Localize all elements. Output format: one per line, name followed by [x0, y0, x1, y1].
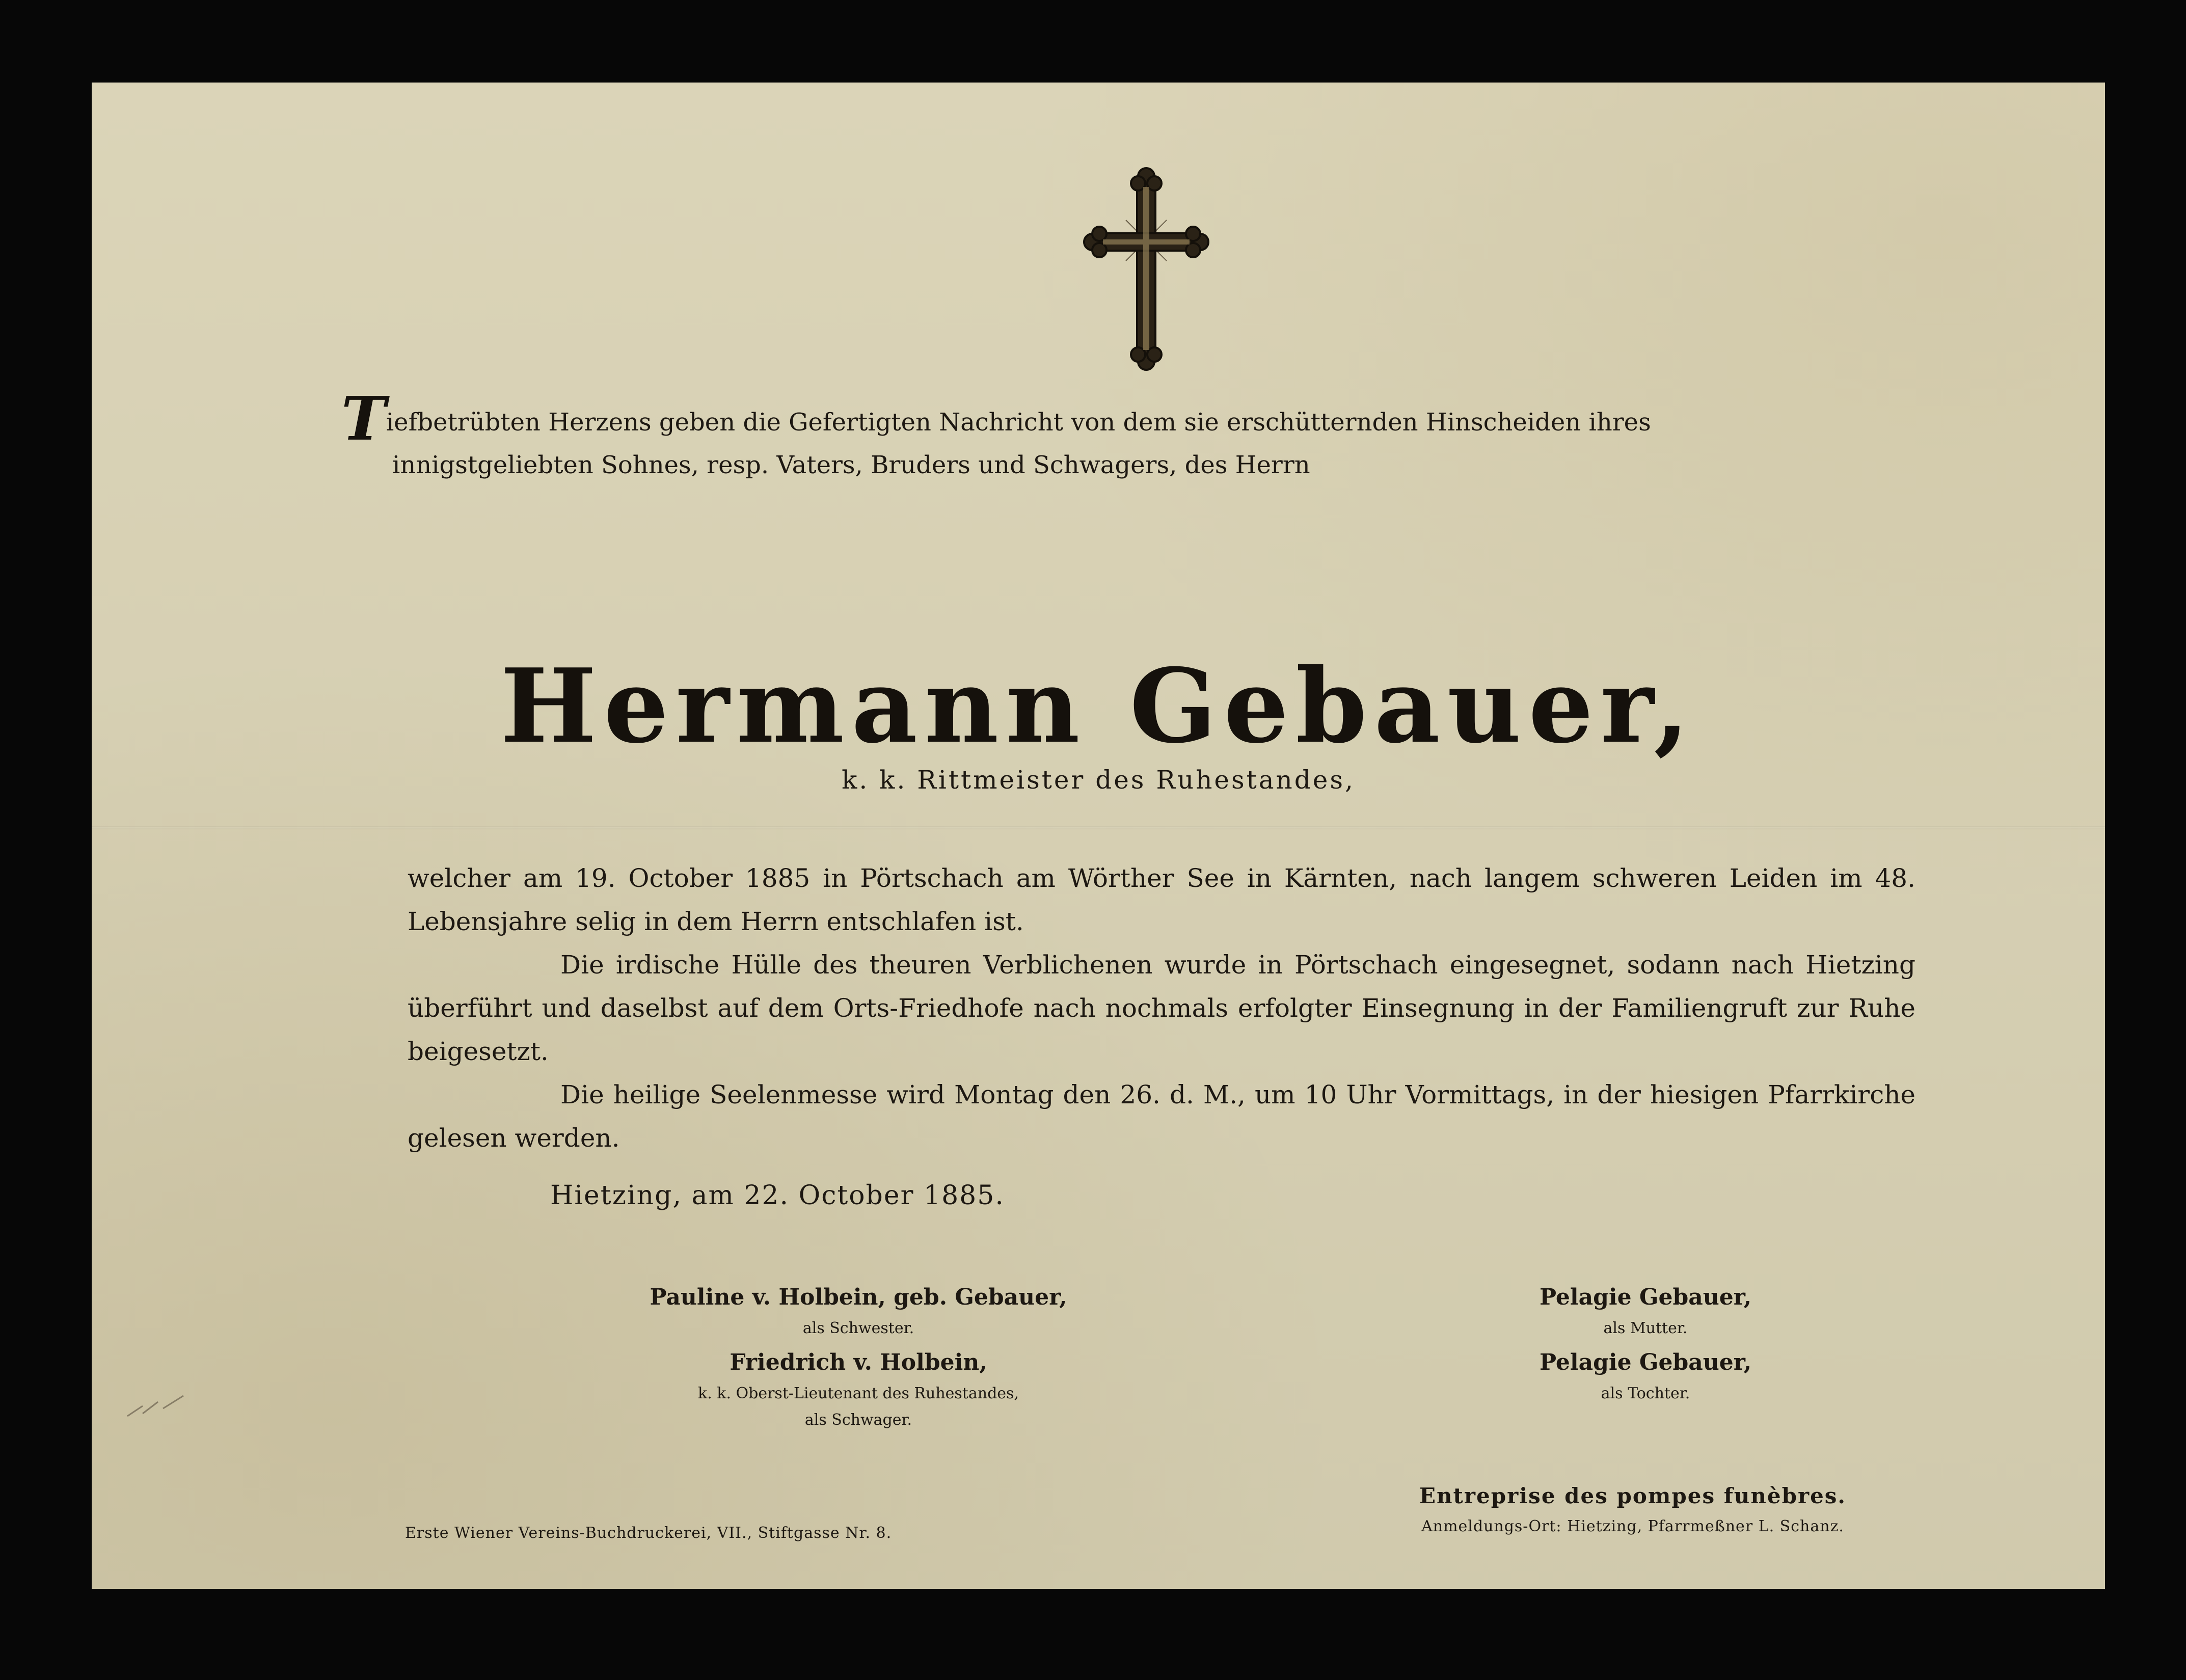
undertaker-imprint: [1365, 1481, 1900, 1542]
printer-imprint: Erste Wiener Vereins-Buchdruckerei, VII., Stiftgasse Nr. 8.: [405, 1524, 892, 1542]
paragraph-burial: Die irdische Hülle des theuren Verblichenen wurde in Pörtschach eingesegnet, sodann nach Hietzing überführt und daselbst auf dem Orts-Friedhofe nach nochmals erfolgter Einsegnung in der Familiengruft zur Ruhe beigesetzt.: [408, 950, 1915, 1066]
death-notice-sheet: [92, 83, 2105, 1589]
cross-icon: [1075, 159, 1218, 373]
signatory-name: Friedrich v. Holbein,: [730, 1349, 987, 1375]
paper-fold-crease: [92, 826, 2105, 829]
intro-line-1-text: iefbetrübten Herzens geben die Gefertigten Nachricht von dem sie erschütternden Hinscheiden ihres: [386, 408, 1651, 437]
signatory-name: Pauline v. Holbein, geb. Gebauer,: [650, 1284, 1067, 1310]
deceased-rank: k. k. Rittmeister des Ruhestandes,: [842, 765, 1355, 795]
signatory-role: als Tochter.: [1601, 1385, 1690, 1402]
undertaker-title: Entreprise des pompes funèbres.: [1419, 1483, 1847, 1508]
notice-body: [408, 857, 1915, 1160]
signatory-name: Pelagie Gebauer,: [1539, 1349, 1752, 1375]
signatory-role: als Schwester.: [802, 1319, 914, 1337]
undertaker-address: Anmeldungs-Ort: Hietzing, Pfarrmeßner L. Schanz.: [1421, 1518, 1844, 1535]
signatory-role: k. k. Oberst-Lieutenant des Ruhestandes,: [698, 1385, 1019, 1402]
intro-dropcap: T: [341, 383, 386, 454]
signatory-name: Pelagie Gebauer,: [1539, 1284, 1752, 1310]
intro-line-2: innigstgeliebten Sohnes, resp. Vaters, Bruders und Schwagers, des Herrn: [392, 451, 1310, 479]
signatory-role: als Schwager.: [804, 1411, 912, 1429]
signatories-right: [1467, 1280, 1824, 1407]
paragraph-death: welcher am 19. October 1885 in Pörtschach am Wörther See in Kärnten, nach langem schweren Leiden im 48. Lebensjahre selig in dem Herrn entschlafen ist.: [408, 863, 1915, 936]
paragraph-mass: Die heilige Seelenmesse wird Montag den 26. d. M., um 10 Uhr Vormittags, in der hiesigen Pfarrkirche gelesen werden.: [408, 1080, 1915, 1153]
pencil-marks: [122, 1365, 204, 1426]
intro-paragraph: [341, 383, 1921, 486]
intro-line-1: [341, 383, 1921, 454]
deceased-name: Hermann Gebauer,: [500, 646, 1696, 766]
dateline: Hietzing, am 22. October 1885.: [550, 1180, 1005, 1211]
signatory-role: als Mutter.: [1603, 1319, 1688, 1337]
signatories-left: [591, 1280, 1126, 1433]
